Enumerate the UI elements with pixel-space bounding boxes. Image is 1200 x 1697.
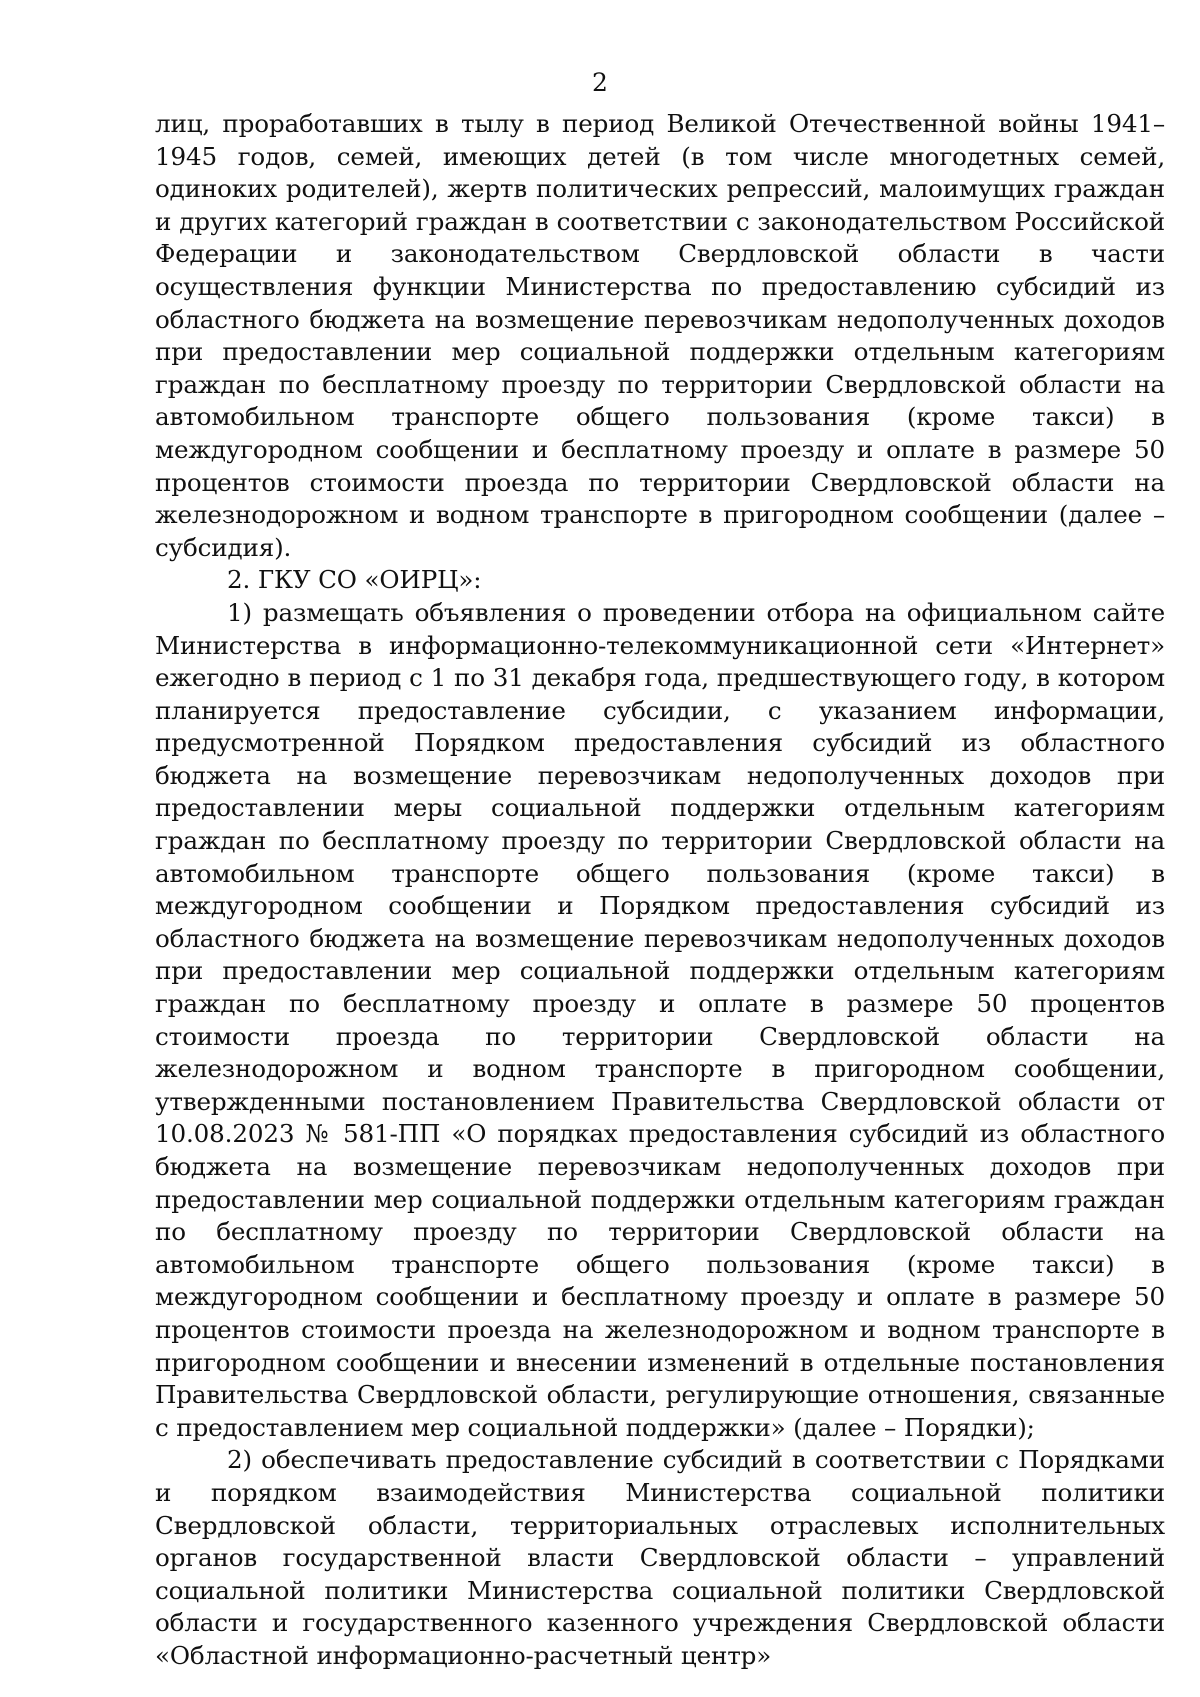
document-body bbox=[155, 108, 1165, 1673]
paragraph-continuation: лиц, проработавших в тылу в период Великой Отечественной войны 1941–1945 годов, семей, имеющих детей (в том числе многодетных семей, одиноких родителей), жертв политических репрессий, малоимущих граждан и других категорий граждан в соответствии с законодательством Российской Федерации и законодательством Свердловской области в части осуществления функции Министерства по предоставлению субсидий из областного бюджета на возмещение перевозчикам недополученных доходов при предоставлении мер социальной поддержки отдельным категориям граждан по бесплатному проезду по территории Свердловской области на автомобильном транспорте общего пользования (кроме такси) в междугородном сообщении и бесплатному проезду и оплате в размере 50 процентов стоимости проезда по территории Свердловской области на железнодорожном и водном транспорте в пригородном сообщении (далее – субсидия). bbox=[155, 109, 1165, 562]
paragraph-item-2: 2) обеспечивать предоставление субсидий в соответствии с Порядками и порядком взаимодействия Министерства социальной политики Свердловской области, территориальных отраслевых исполнительных органов государственной власти Свердловской области – управлений социальной политики Министерства социальной политики Свердловской области и государственного казенного учреждения Свердловской области «Областной информационно-расчетный центр» bbox=[155, 1445, 1165, 1670]
page-number: 2 bbox=[592, 68, 608, 97]
paragraph-section-2-heading: 2. ГКУ СО «ОИРЦ»: bbox=[227, 565, 482, 595]
paragraph-item-1: 1) размещать объявления о проведении отбора на официальном сайте Министерства в информационно-телекоммуникационной сети «Интернет» ежегодно в период с 1 по 31 декабря года, предшествующего году, в котором планируется предоставление субсидии, с указанием информации, предусмотренной Порядком предоставления субсидий из областного бюджета на возмещение перевозчикам недополученных доходов при предоставлении меры социальной поддержки отдельным категориям граждан по бесплатному проезду по территории Свердловской области на автомобильном транспорте общего пользования (кроме такси) в междугородном сообщении и Порядком предоставления субсидий из областного бюджета на возмещение перевозчикам недополученных доходов при предоставлении мер социальной поддержки отдельным категориям граждан по бесплатному проезду и оплате в размере 50 процентов стоимости проезда по территории Свердловской области на железнодорожном и водном транспорте в пригородном сообщении, утвержденными постановлением Правительства Свердловской области от 10.08.2023 № 581-ПП «О порядках предоставления субсидий из областного бюджета на возмещение перевозчикам недополученных доходов при предоставлении мер социальной поддержки отдельным категориям граждан по бесплатному проезду по территории Свердловской области на автомобильном транспорте общего пользования (кроме такси) в междугородном сообщении и бесплатному проезду и оплате в размере 50 процентов стоимости проезда на железнодорожном и водном транспорте в пригородном сообщении и внесении изменений в отдельные постановления Правительства Свердловской области, регулирующие отношения, связанные с предоставлением мер социальной поддержки» (далее – Порядки); bbox=[155, 597, 1165, 1442]
